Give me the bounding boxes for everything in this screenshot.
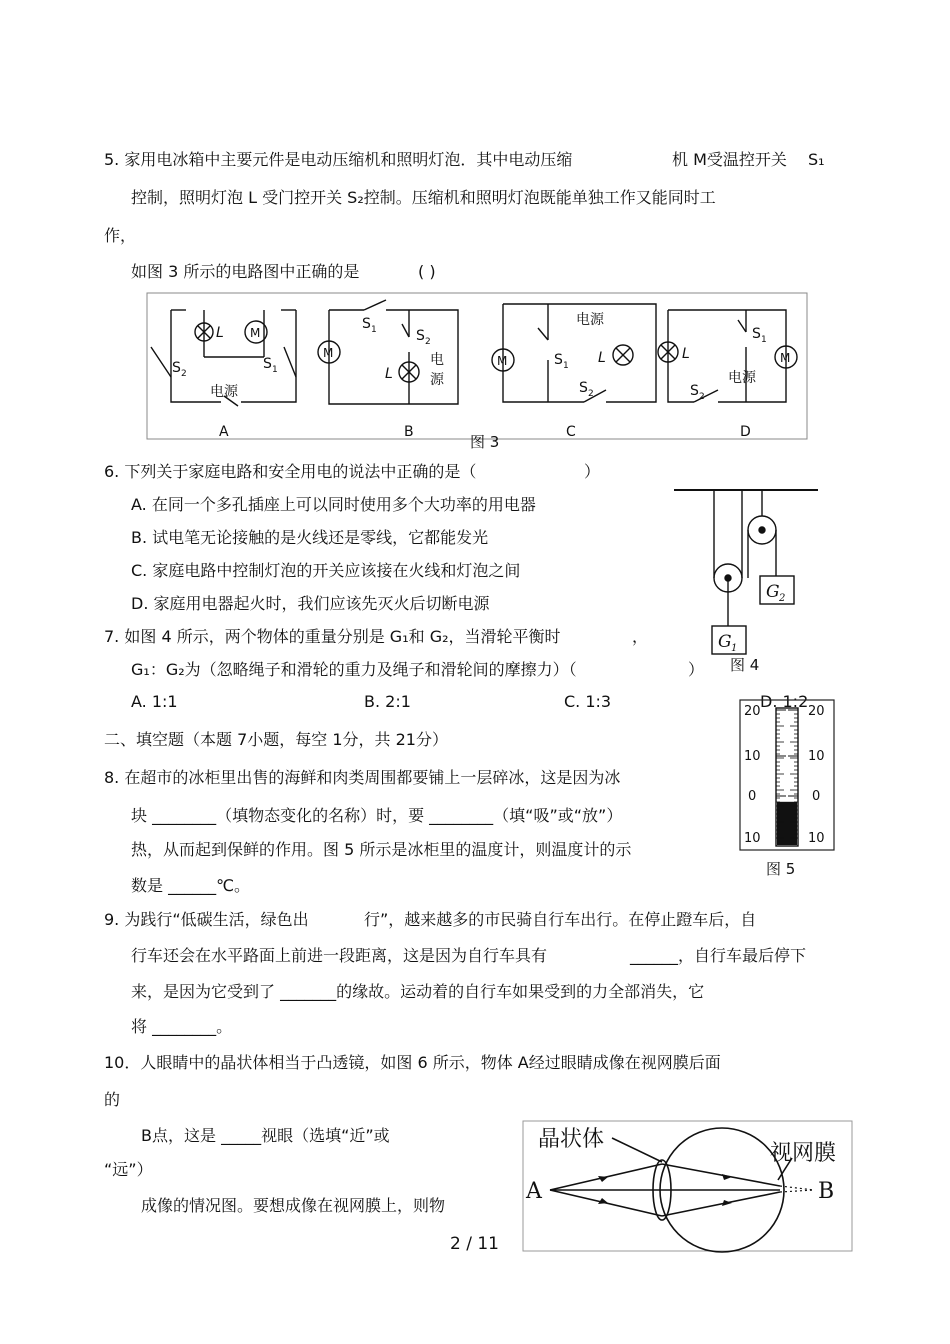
svg-text:2: 2 [181, 369, 187, 379]
thermometer-liquid [777, 802, 797, 845]
svg-text:L: L [216, 325, 224, 341]
svg-text:G: G [766, 582, 780, 602]
svg-text:源: 源 [430, 372, 444, 388]
figure-5-caption: 图 5 [766, 860, 796, 878]
q5-paren: ( ) [418, 262, 436, 281]
svg-text:电: 电 [430, 352, 444, 368]
figure-6-eye [522, 1120, 854, 1254]
svg-text:2: 2 [425, 337, 431, 347]
q9-line4: 将 ________。 [131, 1017, 233, 1036]
q5-line1b: 机 M受温控开关 [672, 150, 787, 169]
q9-line2b: ______，自行车最后停下 [630, 946, 807, 965]
svg-text:S: S [690, 383, 699, 399]
svg-text:L: L [598, 350, 606, 366]
svg-text:电源: 电源 [576, 312, 604, 328]
q7-option-d: D. 1:2 [760, 692, 809, 711]
q9-line1b: 行”，越来越多的市民骑自行车出行。在停止蹬车后，自 [364, 910, 757, 929]
q8-line1: 8. 在超市的冰柜里出售的海鲜和肉类周围都要铺上一层碎冰，这是因为冰 [104, 768, 621, 787]
q6-option-a: A. 在同一个多孔插座上可以同时使用多个大功率的用电器 [131, 495, 536, 514]
q9-line1a: 9. 为践行“低碳生活，绿色出 [104, 910, 309, 929]
q10-line1: 10．人眼睛中的晶状体相当于凸透镜，如图 6 所示，物体 A经过眼睛成像在视网膜后面 [104, 1053, 721, 1072]
svg-text:10: 10 [744, 831, 761, 846]
svg-text:S: S [263, 356, 272, 372]
svg-text:A: A [526, 1179, 542, 1204]
svg-text:S: S [752, 326, 761, 342]
q6-stem: 6. 下列关于家庭电路和安全用电的说法中正确的是（ [104, 462, 477, 481]
svg-text:电源: 电源 [728, 370, 756, 386]
q8-line2: 块 ________（填物态变化的名称）时，要 ________（填“吸”或“放”） [131, 806, 623, 825]
q10-line3: B点，这是 _____视眼（选填“近”或 [141, 1126, 390, 1145]
svg-text:晶状体: 晶状体 [538, 1127, 605, 1152]
q7-option-c: C. 1:3 [564, 692, 612, 711]
svg-text:2: 2 [779, 593, 786, 604]
svg-text:1: 1 [272, 365, 278, 375]
svg-text:20: 20 [808, 704, 825, 719]
svg-text:C: C [566, 424, 576, 440]
q7-line1-end: ， [632, 627, 649, 646]
svg-text:M: M [323, 346, 334, 360]
svg-text:G: G [718, 632, 732, 652]
q5-line4: 如图 3 所示的电路图中正确的是 [131, 262, 360, 281]
q5-line1: 5. 家用电冰箱中主要元件是电动压缩机和照明灯泡．其中电动压缩 [104, 150, 573, 169]
svg-text:S: S [579, 380, 588, 396]
q6-option-b: B. 试电笔无论接触的是火线还是零线，它都能发光 [131, 528, 489, 547]
svg-text:视网膜: 视网膜 [770, 1141, 837, 1166]
svg-text:1: 1 [371, 325, 377, 335]
q7-line2-paren: ） [688, 660, 705, 679]
svg-text:S: S [554, 352, 563, 368]
figure-5-thermometer [738, 698, 838, 880]
svg-text:10: 10 [744, 749, 761, 764]
svg-text:1: 1 [761, 335, 767, 345]
q6-stem-paren: ） [584, 462, 601, 481]
q5-line1c: S₁ [808, 150, 825, 169]
svg-text:0: 0 [748, 789, 757, 804]
q7-option-b: B. 2:1 [364, 692, 411, 711]
svg-text:10: 10 [808, 749, 825, 764]
q10-line4: “远”） [104, 1160, 153, 1179]
q7-option-a: A. 1:1 [131, 692, 178, 711]
section-2-heading: 二、填空题（本题 7小题，每空 1分，共 21分） [104, 730, 448, 749]
svg-text:M: M [780, 351, 791, 365]
svg-text:S: S [172, 360, 181, 376]
svg-text:0: 0 [812, 789, 821, 804]
q6-option-d: D. 家庭用电器起火时，我们应该先灭火后切断电源 [131, 594, 490, 613]
figure-4-caption: 图 4 [730, 656, 760, 674]
q5-line3: 作， [104, 226, 137, 245]
svg-text:S: S [362, 316, 371, 332]
svg-text:D: D [740, 424, 751, 440]
svg-text:1: 1 [731, 643, 738, 654]
svg-text:L: L [682, 346, 690, 362]
q9-line3: 来，是因为它受到了 _______的缘故。运动着的自行车如果受到的力全部消失，它 [131, 982, 705, 1001]
q7-line2: G₁：G₂为（忽略绳子和滑轮的重力及绳子和滑轮间的摩擦力）（ [131, 660, 577, 679]
q5-line2: 控制，照明灯泡 L 受门控开关 S₂控制。压缩机和照明灯泡既能单独工作又能同时工 [131, 188, 716, 207]
svg-text:10: 10 [808, 831, 825, 846]
page-number: 2 / 11 [450, 1234, 499, 1254]
svg-text:L: L [385, 366, 393, 382]
q10-line2: 的 [104, 1090, 121, 1109]
q8-line4: 数是 ______℃。 [131, 876, 251, 895]
svg-text:2: 2 [699, 392, 705, 402]
q7-line1: 7. 如图 4 所示，两个物体的重量分别是 G₁和 G₂，当滑轮平衡时 [104, 627, 561, 646]
svg-text:2: 2 [588, 389, 594, 399]
figure-3-caption: 图 3 [470, 433, 500, 451]
svg-text:M: M [497, 354, 508, 368]
q10-line5: 成像的情况图。要想成像在视网膜上，则物 [141, 1196, 446, 1215]
q8-line3: 热，从而起到保鲜的作用。图 5 所示是冰柜里的温度计，则温度计的示 [131, 840, 632, 859]
figure-4-pulleys [672, 486, 822, 676]
svg-text:电源: 电源 [210, 384, 238, 400]
svg-text:B: B [404, 424, 414, 440]
svg-text:20: 20 [744, 704, 761, 719]
q6-option-c: C. 家庭电路中控制灯泡的开关应该接在火线和灯泡之间 [131, 561, 521, 580]
svg-text:1: 1 [563, 361, 569, 371]
svg-text:S: S [416, 328, 425, 344]
figure-3-circuits [146, 292, 810, 452]
q9-line2a: 行车还会在水平路面上前进一段距离，这是因为自行车具有 [131, 946, 548, 965]
svg-text:M: M [250, 326, 261, 340]
svg-text:A: A [219, 424, 229, 440]
svg-text:B: B [818, 1179, 835, 1204]
